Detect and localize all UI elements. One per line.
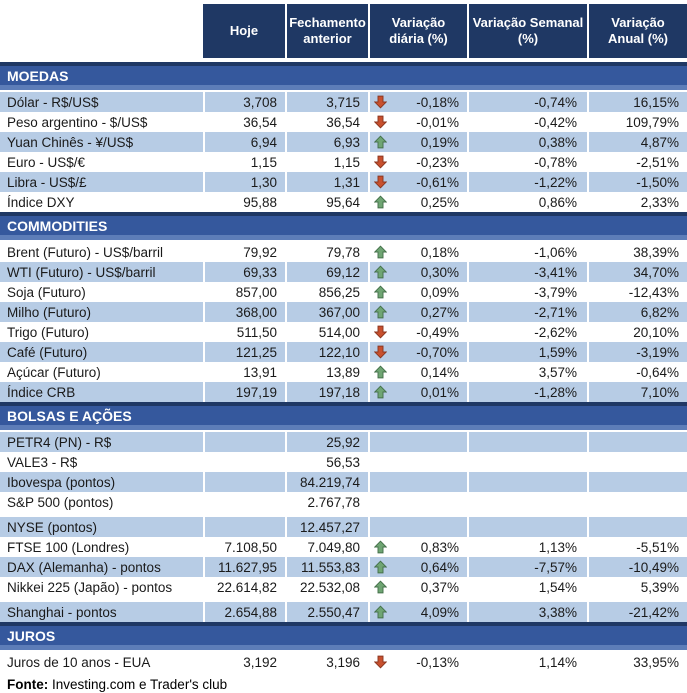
- cell-variacao-anual: 38,39%: [587, 242, 687, 262]
- cell-fechamento-anterior: 367,00: [285, 302, 368, 322]
- cell-variacao-semanal: [467, 492, 587, 512]
- section-title: MOEDAS: [7, 68, 69, 84]
- table-row-shanghai-pontos: [0, 602, 687, 622]
- cell-fechamento-anterior: 2.767,78: [285, 492, 368, 512]
- cell-hoje: 22.614,82: [203, 577, 285, 597]
- daily-change-value: 0,01%: [420, 384, 459, 400]
- table-row-ftse-100-londres: [0, 537, 687, 557]
- cell-label: VALE3 - R$: [7, 454, 78, 470]
- source-label: Fonte:: [7, 677, 49, 692]
- cell-label: Açúcar (Futuro): [7, 364, 101, 380]
- cell-variacao-anual: [587, 452, 687, 472]
- table-row-libra-us: [0, 172, 687, 192]
- cell-variacao-diaria: [368, 152, 467, 172]
- cell-variacao-semanal: -7,57%: [467, 557, 587, 577]
- cell-variacao-anual: -1,50%: [587, 172, 687, 192]
- down-arrow-icon: [374, 115, 387, 129]
- up-arrow-icon: [374, 540, 387, 554]
- table-row-yuan-chines-us: [0, 132, 687, 152]
- up-arrow-icon: [374, 385, 387, 399]
- table-row-petr4-pn-r: [0, 432, 687, 452]
- cell-fechamento-anterior: 36,54: [285, 112, 368, 132]
- cell-label: PETR4 (PN) - R$: [0, 432, 203, 452]
- daily-change-value: 0,37%: [420, 579, 459, 595]
- table-row-indice-dxy: [0, 192, 687, 212]
- cell-variacao-diaria: [368, 472, 467, 492]
- cell-variacao-anual: 109,79%: [587, 112, 687, 132]
- cell-fechamento-anterior: 1,31: [285, 172, 368, 192]
- cell-label: Peso argentino - $/US$: [7, 114, 148, 130]
- cell-variacao-semanal: -1,28%: [467, 382, 587, 402]
- cell-fechamento-anterior: 6,93: [285, 132, 368, 152]
- cell-label: WTI (Futuro) - US$/barril: [0, 262, 203, 282]
- cell-fechamento-anterior: 22.532,08: [285, 577, 368, 597]
- cell-variacao-diaria: [368, 262, 467, 282]
- section-title: BOLSAS E AÇÕES: [7, 408, 132, 424]
- cell-variacao-diaria: [368, 302, 467, 322]
- up-arrow-icon: [374, 580, 387, 594]
- cell-fechamento-anterior: 514,00: [285, 322, 368, 342]
- section-header-moedas: [0, 62, 687, 90]
- table-row-wti-futuro-usbarril: [0, 262, 687, 282]
- down-arrow-icon: [374, 95, 387, 109]
- up-arrow-icon: [374, 195, 387, 209]
- cell-variacao-anual: -2,51%: [587, 152, 687, 172]
- cell-hoje: 368,00: [203, 302, 285, 322]
- cell-fechamento-anterior: 13,89: [285, 362, 368, 382]
- cell-variacao-diaria: [368, 132, 467, 152]
- cell-variacao-semanal: -3,41%: [467, 262, 587, 282]
- table-row-acucar-futuro: [0, 362, 687, 382]
- daily-change-value: 0,19%: [420, 134, 459, 150]
- cell-variacao-semanal: -1,06%: [467, 242, 587, 262]
- cell-hoje: 79,92: [203, 242, 285, 262]
- cell-variacao-diaria: [368, 557, 467, 577]
- table-row-ibovespa-pontos: [0, 472, 687, 492]
- cell-variacao-diaria: [368, 577, 467, 597]
- cell-hoje: 11.627,95: [203, 557, 285, 577]
- cell-label: Café (Futuro): [0, 342, 203, 362]
- cell-label: FTSE 100 (Londres): [7, 539, 130, 555]
- cell-hoje: 857,00: [203, 282, 285, 302]
- column-header-fechamento-anterior: Fechamento anterior: [285, 4, 368, 58]
- cell-variacao-semanal: 0,86%: [467, 192, 587, 212]
- cell-variacao-anual: [587, 472, 687, 492]
- cell-variacao-diaria: [368, 242, 467, 262]
- down-arrow-icon: [374, 155, 387, 169]
- cell-label: Soja (Futuro): [7, 284, 86, 300]
- cell-hoje: 3,708: [203, 92, 285, 112]
- cell-variacao-anual: 16,15%: [587, 92, 687, 112]
- cell-variacao-anual: [587, 432, 687, 452]
- cell-variacao-diaria: [368, 172, 467, 192]
- cell-fechamento-anterior: 12.457,27: [285, 517, 368, 537]
- cell-fechamento-anterior: 122,10: [285, 342, 368, 362]
- table-row-juros-de-10-anos-eua: [0, 652, 687, 672]
- cell-hoje: 7.108,50: [203, 537, 285, 557]
- cell-fechamento-anterior: 95,64: [285, 192, 368, 212]
- cell-variacao-semanal: -2,62%: [467, 322, 587, 342]
- cell-variacao-diaria: [368, 517, 467, 537]
- cell-variacao-diaria: [368, 452, 467, 472]
- column-header-variacao-diaria: Variação diária (%): [368, 4, 467, 58]
- cell-label: Brent (Futuro) - US$/barril: [7, 244, 164, 260]
- cell-variacao-diaria: [368, 382, 467, 402]
- cell-label: Euro - US$/€: [7, 154, 86, 170]
- cell-label: S&P 500 (pontos): [7, 494, 114, 510]
- cell-label: Shanghai - pontos: [0, 602, 203, 622]
- cell-variacao-anual: [587, 492, 687, 512]
- daily-change-value: 0,14%: [420, 364, 459, 380]
- cell-variacao-diaria: [368, 432, 467, 452]
- cell-variacao-diaria: [368, 362, 467, 382]
- up-arrow-icon: [374, 305, 387, 319]
- cell-variacao-diaria: [368, 282, 467, 302]
- cell-fechamento-anterior: 79,78: [285, 242, 368, 262]
- cell-variacao-semanal: 1,14%: [467, 652, 587, 672]
- daily-change-value: -0,18%: [416, 94, 459, 110]
- column-header-variacao-semanal: Variação Semanal (%): [467, 4, 587, 58]
- cell-hoje: 69,33: [203, 262, 285, 282]
- cell-hoje: 511,50: [203, 322, 285, 342]
- cell-hoje: 1,30: [203, 172, 285, 192]
- cell-variacao-anual: 2,33%: [587, 192, 687, 212]
- table-row-brent-futuro-usbarril: [0, 242, 687, 262]
- cell-variacao-diaria: [368, 192, 467, 212]
- up-arrow-icon: [374, 135, 387, 149]
- cell-variacao-semanal: -0,42%: [467, 112, 587, 132]
- section-header-bolsas-e-acoes: [0, 402, 687, 430]
- cell-hoje: [203, 517, 285, 537]
- cell-variacao-semanal: -0,74%: [467, 92, 587, 112]
- cell-label: Índice CRB: [0, 382, 203, 402]
- cell-fechamento-anterior: 3,196: [285, 652, 368, 672]
- cell-hoje: 197,19: [203, 382, 285, 402]
- up-arrow-icon: [374, 245, 387, 259]
- column-header-hoje: Hoje: [203, 4, 285, 58]
- cell-variacao-anual: 4,87%: [587, 132, 687, 152]
- cell-variacao-semanal: 0,38%: [467, 132, 587, 152]
- cell-fechamento-anterior: 856,25: [285, 282, 368, 302]
- cell-variacao-semanal: [467, 432, 587, 452]
- cell-fechamento-anterior: 25,92: [285, 432, 368, 452]
- daily-change-value: -0,49%: [416, 324, 459, 340]
- cell-hoje: [203, 432, 285, 452]
- table-row-indice-crb: [0, 382, 687, 402]
- table-row-dax-alemanha-pontos: [0, 557, 687, 577]
- cell-variacao-anual: -21,42%: [587, 602, 687, 622]
- table-row-cafe-futuro: [0, 342, 687, 362]
- cell-fechamento-anterior: 197,18: [285, 382, 368, 402]
- table-row-vale3-r: [0, 452, 687, 472]
- cell-label: Trigo (Futuro): [7, 324, 90, 340]
- cell-variacao-anual: -12,43%: [587, 282, 687, 302]
- table-row-nyse-pontos: [0, 517, 687, 537]
- cell-fechamento-anterior: 69,12: [285, 262, 368, 282]
- daily-change-value: 4,09%: [420, 604, 459, 620]
- cell-variacao-semanal: [467, 517, 587, 537]
- cell-variacao-anual: 20,10%: [587, 322, 687, 342]
- cell-hoje: 95,88: [203, 192, 285, 212]
- cell-hoje: 2.654,88: [203, 602, 285, 622]
- daily-change-value: 0,18%: [420, 244, 459, 260]
- table-row-nikkei-225-japao-pontos: [0, 577, 687, 597]
- table-row-euro-us: [0, 152, 687, 172]
- cell-label: Yuan Chinês - ¥/US$: [0, 132, 203, 152]
- cell-variacao-diaria: [368, 537, 467, 557]
- daily-change-value: -0,01%: [416, 114, 459, 130]
- cell-variacao-semanal: 3,57%: [467, 362, 587, 382]
- cell-variacao-anual: [587, 517, 687, 537]
- source-note: [0, 672, 687, 692]
- daily-change-value: -0,61%: [416, 174, 459, 190]
- cell-variacao-semanal: -1,22%: [467, 172, 587, 192]
- cell-hoje: 121,25: [203, 342, 285, 362]
- table-row-soja-futuro: [0, 282, 687, 302]
- daily-change-value: 0,25%: [420, 194, 459, 210]
- cell-variacao-anual: -5,51%: [587, 537, 687, 557]
- cell-variacao-diaria: [368, 112, 467, 132]
- cell-variacao-diaria: [368, 492, 467, 512]
- source-text: Investing.com e Trader's club: [48, 677, 228, 692]
- cell-variacao-semanal: 3,38%: [467, 602, 587, 622]
- up-arrow-icon: [374, 285, 387, 299]
- cell-label: Dólar - R$/US$: [0, 92, 203, 112]
- up-arrow-icon: [374, 605, 387, 619]
- down-arrow-icon: [374, 325, 387, 339]
- table-row-dolar-rus: [0, 92, 687, 112]
- cell-label: Milho (Futuro): [0, 302, 203, 322]
- market-table: [0, 62, 687, 672]
- cell-variacao-anual: 6,82%: [587, 302, 687, 322]
- cell-hoje: [203, 452, 285, 472]
- cell-fechamento-anterior: 11.553,83: [285, 557, 368, 577]
- cell-variacao-semanal: 1,13%: [467, 537, 587, 557]
- daily-change-value: -0,13%: [416, 654, 459, 670]
- cell-label: Juros de 10 anos - EUA: [7, 654, 151, 670]
- cell-variacao-anual: -3,19%: [587, 342, 687, 362]
- cell-label: Nikkei 225 (Japão) - pontos: [7, 579, 173, 595]
- cell-hoje: 1,15: [203, 152, 285, 172]
- cell-variacao-diaria: [368, 602, 467, 622]
- cell-fechamento-anterior: 3,715: [285, 92, 368, 112]
- cell-variacao-anual: 33,95%: [587, 652, 687, 672]
- down-arrow-icon: [374, 345, 387, 359]
- cell-hoje: 6,94: [203, 132, 285, 152]
- cell-variacao-anual: -0,64%: [587, 362, 687, 382]
- cell-variacao-anual: 7,10%: [587, 382, 687, 402]
- cell-variacao-semanal: 1,59%: [467, 342, 587, 362]
- cell-hoje: 3,192: [203, 652, 285, 672]
- section-title: JUROS: [7, 628, 56, 644]
- cell-variacao-semanal: -0,78%: [467, 152, 587, 172]
- section-header-commodities: [0, 212, 687, 240]
- cell-fechamento-anterior: 1,15: [285, 152, 368, 172]
- cell-variacao-semanal: -2,71%: [467, 302, 587, 322]
- daily-change-value: 0,27%: [420, 304, 459, 320]
- cell-hoje: [203, 492, 285, 512]
- up-arrow-icon: [374, 365, 387, 379]
- daily-change-value: -0,70%: [416, 344, 459, 360]
- cell-variacao-semanal: [467, 452, 587, 472]
- table-row-trigo-futuro: [0, 322, 687, 342]
- up-arrow-icon: [374, 265, 387, 279]
- cell-variacao-anual: 34,70%: [587, 262, 687, 282]
- cell-label: Ibovespa (pontos): [0, 472, 203, 492]
- cell-variacao-semanal: [467, 472, 587, 492]
- cell-fechamento-anterior: 7.049,80: [285, 537, 368, 557]
- cell-hoje: 13,91: [203, 362, 285, 382]
- cell-label: Libra - US$/£: [0, 172, 203, 192]
- column-header-variacao-anual: Variação Anual (%): [587, 4, 687, 58]
- table-row-sp-500-pontos: [0, 492, 687, 512]
- cell-hoje: 36,54: [203, 112, 285, 132]
- daily-change-value: 0,30%: [420, 264, 459, 280]
- daily-change-value: 0,09%: [420, 284, 459, 300]
- cell-fechamento-anterior: 56,53: [285, 452, 368, 472]
- table-header: [0, 4, 687, 58]
- daily-change-value: 0,83%: [420, 539, 459, 555]
- down-arrow-icon: [374, 655, 387, 669]
- cell-label: DAX (Alemanha) - pontos: [0, 557, 203, 577]
- cell-variacao-anual: -10,49%: [587, 557, 687, 577]
- table-row-milho-futuro: [0, 302, 687, 322]
- header-spacer: [0, 4, 203, 58]
- table-row-peso-argentino-us: [0, 112, 687, 132]
- cell-hoje: [203, 472, 285, 492]
- daily-change-value: 0,64%: [420, 559, 459, 575]
- daily-change-value: -0,23%: [416, 154, 459, 170]
- cell-variacao-anual: 5,39%: [587, 577, 687, 597]
- cell-label: NYSE (pontos): [0, 517, 203, 537]
- cell-variacao-diaria: [368, 92, 467, 112]
- section-title: COMMODITIES: [7, 218, 108, 234]
- cell-variacao-diaria: [368, 322, 467, 342]
- down-arrow-icon: [374, 175, 387, 189]
- cell-variacao-diaria: [368, 342, 467, 362]
- section-header-juros: [0, 622, 687, 650]
- cell-fechamento-anterior: 84.219,74: [285, 472, 368, 492]
- cell-variacao-diaria: [368, 652, 467, 672]
- cell-label: Índice DXY: [7, 194, 75, 210]
- cell-fechamento-anterior: 2.550,47: [285, 602, 368, 622]
- up-arrow-icon: [374, 560, 387, 574]
- cell-variacao-semanal: 1,54%: [467, 577, 587, 597]
- cell-variacao-semanal: -3,79%: [467, 282, 587, 302]
